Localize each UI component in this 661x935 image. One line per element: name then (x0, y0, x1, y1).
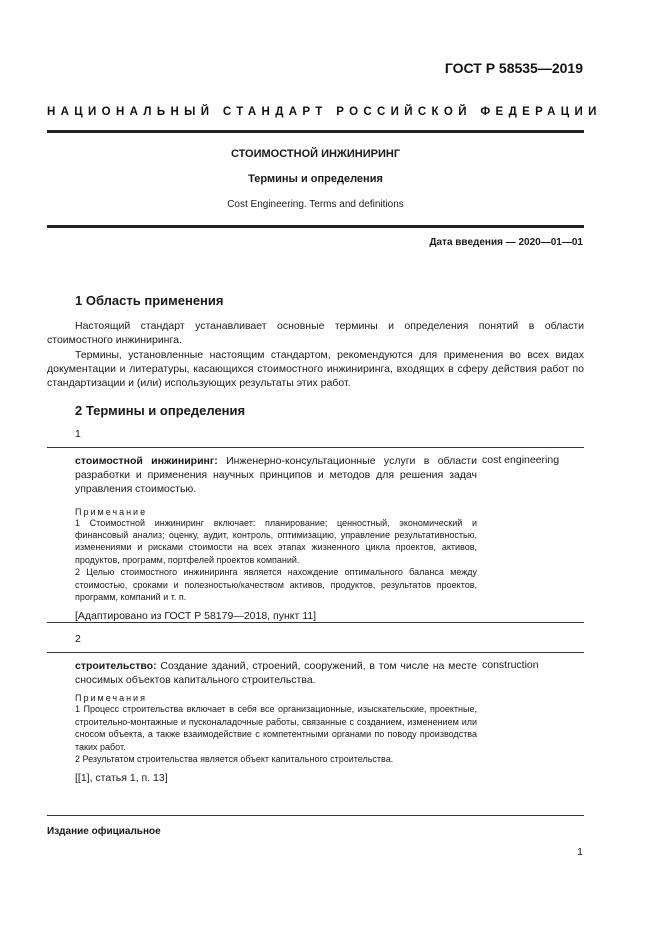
entry-1-source: [Адаптировано из ГОСТ Р 58179—2018, пункт 11] (75, 610, 317, 623)
entry-1-number: 1 (75, 428, 81, 440)
standard-banner: НАЦИОНАЛЬНЫЙ СТАНДАРТ РОССИЙСКОЙ ФЕДЕРАЦИИ (47, 106, 602, 118)
page-number: 1 (577, 846, 583, 858)
official-edition-label: Издание официальное (47, 826, 161, 837)
entry-2-note-2: 2 Результатом строительства является объект капитального строительства. (75, 754, 394, 765)
header-rule (47, 130, 584, 133)
document-number: ГОСТ Р 58535—2019 (444, 60, 583, 76)
introduction-date: Дата введения — 2020—01—01 (429, 237, 583, 248)
entry-2-notes-heading: Примечания (75, 693, 147, 704)
entry-2-note-1: 1 Процесс строительства включает в себя все организационные, изыскательские, проектные, строительно-монтажные и пусконаладочные работы, связанные с созданием, изменением или сносом объекта, а также взаимодействие с компетентными органами по поводу производства таких работ. (75, 704, 477, 752)
entry-1-term: стоимостной инжиниринг: (75, 455, 218, 467)
entry-1-note-2: 2 Целью стоимостного инжиниринга является нахождение оптимального баланса между стоимостью, сроками и полезностью/качеством активов, продуктов, результатов проектов, программ, компаний и т. п. (75, 567, 477, 603)
section-1-heading: 1 Область применения (75, 293, 224, 308)
entry-2-term: строительство: (75, 660, 157, 672)
entry-2-english-term: construction (482, 659, 539, 671)
entry-2-number: 2 (75, 633, 81, 645)
title-main: СТОИМОСТНОЙ ИНЖИНИРИНГ (230, 148, 401, 160)
entry-1-english-term: cost engineering (482, 454, 560, 466)
entry-1-definition: стоимостной инжиниринг: Инженерно-консультационные услуги в области разработки и применения научных принципов и методов для решения задач управления стоимостью. (75, 455, 477, 496)
section-1-paragraph-1: Настоящий стандарт устанавливает основные термины и определения понятий в области стоимостного инжиниринга. (47, 320, 584, 347)
title-rule (47, 225, 584, 228)
entry-2-box (47, 652, 584, 816)
section-2-heading: 2 Термины и определения (75, 403, 246, 418)
entry-1-body (75, 454, 477, 622)
entry-1-notes-heading: Примечание (75, 506, 148, 517)
section-1-paragraph-2: Термины, установленные настоящим стандартом, рекомендуются для применения во всех видах документации и литературы, касающихся стоимостного инжиниринга, входящих в сферу действия работ по стандартизации и (или) использующих результаты этих работ. (47, 349, 584, 390)
entry-1-box (47, 447, 584, 623)
entry-2-body (75, 659, 477, 784)
entry-2-definition: строительство: Создание зданий, строений, сооружений, в том числе на месте сносимых объектов капитального строительства. (75, 660, 477, 687)
entry-2-source: [[1], статья 1, п. 13] (75, 772, 168, 785)
title-sub: Термины и определения (248, 173, 383, 185)
entry-1-note-1: 1 Стоимостной инжиниринг включает: планирование; ценностный, экономический и финансовый анализ; оценку, аудит, контроль, оптимизацию, управление результативностью, изменениями и рисками стоимости на всех этапах жизненного цикла проектов, активов, продуктов, программ, портфелей проектов компаний. (75, 517, 477, 565)
title-english: Cost Engineering. Terms and definitions (227, 199, 404, 210)
